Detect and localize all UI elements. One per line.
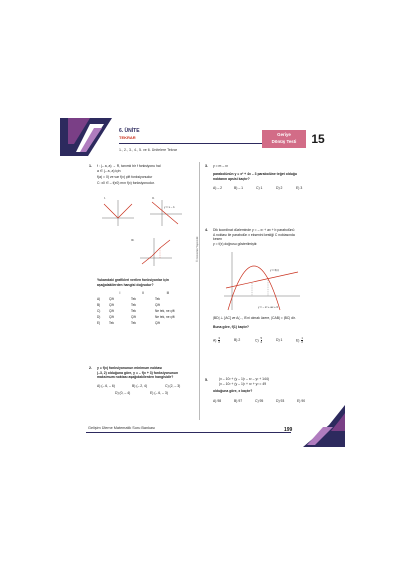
q3-option-c[interactable]: C) 1 bbox=[256, 186, 263, 190]
q1-options-table bbox=[97, 290, 181, 326]
q1-line: C: x0 ∈ – f(x0) mın f(x) fonksiyonudur. bbox=[97, 181, 155, 185]
q3-number: 3. bbox=[205, 164, 208, 168]
q4-parabola-label: y = – x² + ax + b bbox=[258, 305, 279, 309]
table-row[interactable] bbox=[97, 320, 181, 326]
option-label: C) bbox=[255, 338, 259, 343]
q2-option-a[interactable]: A) (– 6, – 6) bbox=[97, 384, 115, 388]
chevron-decoration-bottom bbox=[303, 405, 345, 447]
q4-line: kesen bbox=[213, 237, 223, 241]
q2-option-d[interactable]: D) (0, – 4) bbox=[115, 391, 131, 395]
q2-line: (–3, 2) olduğuna göre, y = – f(x + 3) fonksiyonunun bbox=[97, 370, 179, 375]
q4-graph bbox=[222, 250, 302, 312]
table-cell: A) bbox=[97, 297, 101, 301]
q4-option-b[interactable] bbox=[234, 338, 240, 342]
table-cell: Tek bbox=[109, 321, 114, 325]
option-numerator: 5 bbox=[260, 336, 263, 340]
q4-condition: |BD| ⊥ [AC] ve A(..., B'ni olmak üzere, |CAB| = |BC| dir. bbox=[213, 316, 296, 320]
option-value: 1 bbox=[280, 338, 283, 342]
q1-graph-1 bbox=[100, 198, 136, 228]
header-rule bbox=[119, 143, 269, 144]
table-cell: Çift bbox=[131, 315, 136, 319]
q4-option-a[interactable] bbox=[213, 337, 220, 344]
q1-number: 1. bbox=[89, 164, 92, 168]
q3-option-e[interactable]: E) 3 bbox=[296, 186, 303, 190]
table-cell: B) bbox=[97, 303, 101, 307]
q3-line: noktanın apsisi kaçtır? bbox=[213, 176, 250, 181]
unit-title: 6. ÜNİTE bbox=[119, 128, 140, 134]
q1-question-line: Yukarıdaki grafikleri verilen fonksiyonlar için bbox=[97, 278, 169, 282]
q4-line: A noktası ile parabolün x eksenini kestiği C noktasında bbox=[213, 232, 295, 237]
q1-question-line: aşağıdakilerden hangisi doğrudur? bbox=[97, 282, 154, 287]
q2-number: 2. bbox=[89, 366, 92, 370]
option-label: E) bbox=[296, 338, 300, 343]
q4-line: Dik koordinat düzleminde y = – x² + ax + b parabolünü bbox=[213, 228, 295, 232]
test-number: 15 bbox=[307, 128, 329, 150]
option-value: 2 bbox=[238, 338, 241, 342]
q5-equation-2: (x – 10² + (y – 1)² + x² + y² = 49 bbox=[219, 382, 267, 386]
table-cell: Ne tek, ne çift bbox=[155, 315, 175, 319]
q2-option-b[interactable]: B) (– 2, 4) bbox=[132, 384, 148, 388]
q5-option-a[interactable]: A) 98 bbox=[213, 399, 222, 403]
chevron-decoration-top bbox=[60, 118, 112, 156]
option-denominator: 2 bbox=[301, 340, 303, 344]
q1-graph-1-label: I. bbox=[104, 196, 106, 200]
q4-option-e[interactable] bbox=[296, 337, 303, 344]
q3-option-b[interactable]: B) – 1 bbox=[234, 186, 244, 190]
page-number: 199 bbox=[284, 427, 293, 433]
badge-line-2: Dönüş Testi bbox=[271, 139, 297, 144]
table-cell: Çift bbox=[155, 303, 160, 307]
table-header: III bbox=[166, 291, 170, 295]
q3-line: parabolünün y = x² + 4x – 3 parabolüne teğet olduğu bbox=[213, 172, 298, 176]
table-cell: E) bbox=[97, 321, 101, 325]
q1-graph-2-equation: y = x – 1 bbox=[164, 205, 175, 209]
q5-option-c[interactable]: C) 95 bbox=[255, 399, 264, 403]
q5-option-d[interactable]: D) 93 bbox=[276, 399, 285, 403]
q5-equation-1: (x – 10² + (y – 1)² – x² – y² + 144) bbox=[219, 377, 269, 381]
option-label: B) bbox=[234, 338, 238, 342]
publisher-vertical-label: © Cezveren Yayıncılık bbox=[196, 236, 199, 262]
table-cell: Çift bbox=[109, 309, 114, 313]
q5-option-b[interactable]: B) 97 bbox=[234, 399, 243, 403]
table-cell: Çift bbox=[109, 315, 114, 319]
q4-line-label: y = f(x) bbox=[270, 268, 279, 272]
q5-number: 5. bbox=[205, 378, 208, 382]
table-cell: Tek bbox=[131, 297, 136, 301]
table-cell: D) bbox=[97, 315, 101, 319]
q3-option-a[interactable]: A) – 2 bbox=[213, 186, 223, 190]
q1-graph-2-label: II. bbox=[152, 196, 155, 200]
badge-line-1: Geriye bbox=[277, 132, 291, 137]
table-cell: Tek bbox=[131, 321, 136, 325]
footer-rule bbox=[86, 432, 291, 433]
table-cell: Tek bbox=[131, 309, 136, 313]
table-cell: Çift bbox=[155, 321, 160, 325]
table-cell: Ne tek, ne çift bbox=[155, 309, 175, 313]
q4-question: Buna göre, f(1) kaçtır? bbox=[213, 325, 249, 329]
q1-graph-3-label: III. bbox=[131, 238, 135, 242]
q1-graph-2 bbox=[148, 198, 184, 228]
q3-equation: y = m – x² bbox=[213, 164, 228, 168]
q2-line: y = f(x) fonksiyonunun minimum noktası bbox=[97, 366, 163, 370]
table-header: I bbox=[119, 291, 121, 295]
tekrar-label: TEKRAR bbox=[119, 135, 136, 140]
table-cell: Tek bbox=[131, 303, 136, 307]
q4-option-c[interactable] bbox=[255, 337, 262, 344]
table-cell: Çift bbox=[109, 297, 114, 301]
q2-option-e[interactable]: E) (– 6, – 3) bbox=[150, 391, 168, 395]
q2-option-c[interactable]: C) (2, – 3) bbox=[165, 384, 181, 388]
topics-line: 1., 2., 3., 4., 5. ve 6. Ünitelere Tekrar bbox=[119, 148, 178, 152]
q4-line: y = f(x) doğrusu gösterilmiştir. bbox=[213, 241, 258, 246]
option-numerator: 1 bbox=[301, 336, 303, 340]
q1-graph-3 bbox=[138, 236, 174, 268]
q1-line: a ∈ (– a, a) için bbox=[97, 168, 121, 173]
table-cell: Çift bbox=[109, 303, 114, 307]
q1-line: f(a) = 0) ve var f(x) çift fonksiyonudur bbox=[97, 175, 153, 179]
option-label: D) bbox=[276, 338, 280, 342]
option-denominator: 2 bbox=[260, 340, 263, 344]
q4-option-d[interactable] bbox=[276, 338, 282, 342]
table-cell: C) bbox=[97, 309, 101, 313]
q4-number: 4. bbox=[205, 228, 208, 232]
option-label: A) bbox=[213, 338, 217, 343]
table-header: II bbox=[142, 291, 144, 295]
q3-option-d[interactable]: D) 2 bbox=[276, 186, 283, 190]
q5-option-e[interactable]: E) 90 bbox=[297, 399, 306, 403]
table-cell: Tek bbox=[155, 297, 160, 301]
column-divider bbox=[199, 162, 200, 420]
option-denominator: 2 bbox=[218, 340, 220, 344]
q5-question: olduğuna göre, x kaçtır? bbox=[213, 389, 253, 393]
q1-line: f : (– a, a) → R, tanımlı bir f fonksiyonu hal bbox=[97, 164, 161, 168]
option-numerator: 3 bbox=[218, 336, 220, 340]
footer-title: Gelişim Üleme Matematik Soru Bankası bbox=[88, 426, 156, 430]
q2-line: maksimum noktası aşağıdakilerden hangisidir? bbox=[97, 375, 174, 379]
